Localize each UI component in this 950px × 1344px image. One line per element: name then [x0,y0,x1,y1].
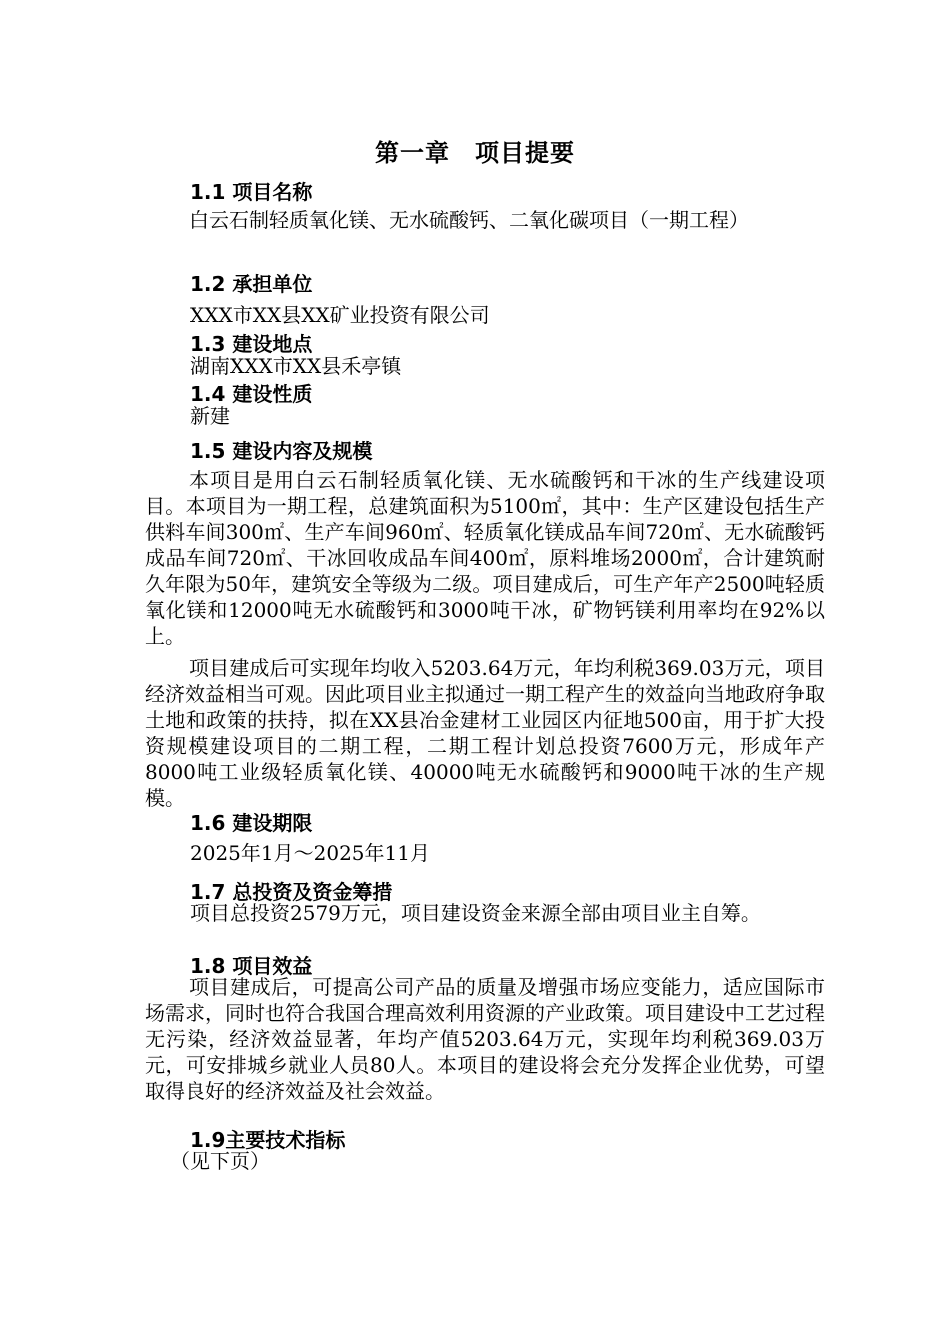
section-heading-1-3: 1.3 建设地点 [190,332,313,356]
benefit-paragraph: 项目建成后，可提高公司产品的质量及增强市场应变能力，适应国际市场需求，同时也符合我国合理高效利用资源的产业政策。项目建设中工艺过程无污染，经济效益显著，年均产值5203.64万元，实现年均利税369.03万元，可安排城乡就业人员80人。本项目的建设将会充分发挥企业优势，可望取得良好的经济效益及社会效益。 [145,975,825,1103]
construction-site-text: 湖南XXX市XX县禾亭镇 [190,354,402,378]
section-heading-1-6: 1.6 建设期限 [190,811,313,835]
section-heading-1-9: 1.9主要技术指标 [190,1128,346,1152]
section-text-1-5-para2 [145,655,825,811]
section-heading-1-7: 1.7 总投资及资金筹措 [190,880,393,904]
section-heading-1-1: 1.1 项目名称 [190,180,313,204]
scale-paragraph-1: 本项目是用白云石制轻质氧化镁、无水硫酸钙和干冰的生产线建设项目。本项目为一期工程，总建筑面积为5100㎡，其中：生产区建设包括生产供料车间300㎡、生产车间960㎡、轻质氧化镁成品车间720㎡、无水硫酸钙成品车间720㎡、干冰回收成品车间400㎡，原料堆场2000㎡，合计建筑耐久年限为50年，建筑安全等级为二级。项目建成后，可生产年产2500吨轻质氧化镁和12000吨无水硫酸钙和3000吨干冰，矿物钙镁利用率均在92%以上。 [145,468,825,648]
section-heading-1-5: 1.5 建设内容及规模 [190,439,373,463]
section-text-1-8 [145,974,825,1104]
investment-text: 项目总投资2579万元，项目建设资金来源全部由项目业主自筹。 [190,901,761,925]
construction-period-text: 2025年1月～2025年11月 [190,841,430,865]
section-heading-1-4: 1.4 建设性质 [190,382,313,406]
section-text-1-5-para1 [145,467,825,649]
chapter-title: 第一章 项目提要 [375,139,575,167]
section-text-1-1 [145,207,825,233]
construction-nature-text: 新建 [190,404,230,428]
scale-paragraph-2: 项目建成后可实现年均收入5203.64万元，年均利税369.03万元，项目经济效益相当可观。因此项目业主拟通过一期工程产生的效益向当地政府争取土地和政策的扶持，拟在XX县冶金建材工业园区内征地500亩，用于扩大投资规模建设项目的二期工程，二期工程计划总投资7600万元，形成年产8000吨工业级轻质氧化镁、40000吨无水硫酸钙和9000吨干冰的生产规模。 [145,656,825,810]
section-heading-1-2: 1.2 承担单位 [190,272,313,296]
section-heading-1-8: 1.8 项目效益 [190,954,313,978]
undertaking-unit-text: XXX市XX县XX矿业投资有限公司 [190,303,490,327]
see-next-page-text: （见下页） [170,1149,270,1173]
project-name-text: 白云石制轻质氧化镁、无水硫酸钙、二氧化碳项目（一期工程） [189,208,749,232]
